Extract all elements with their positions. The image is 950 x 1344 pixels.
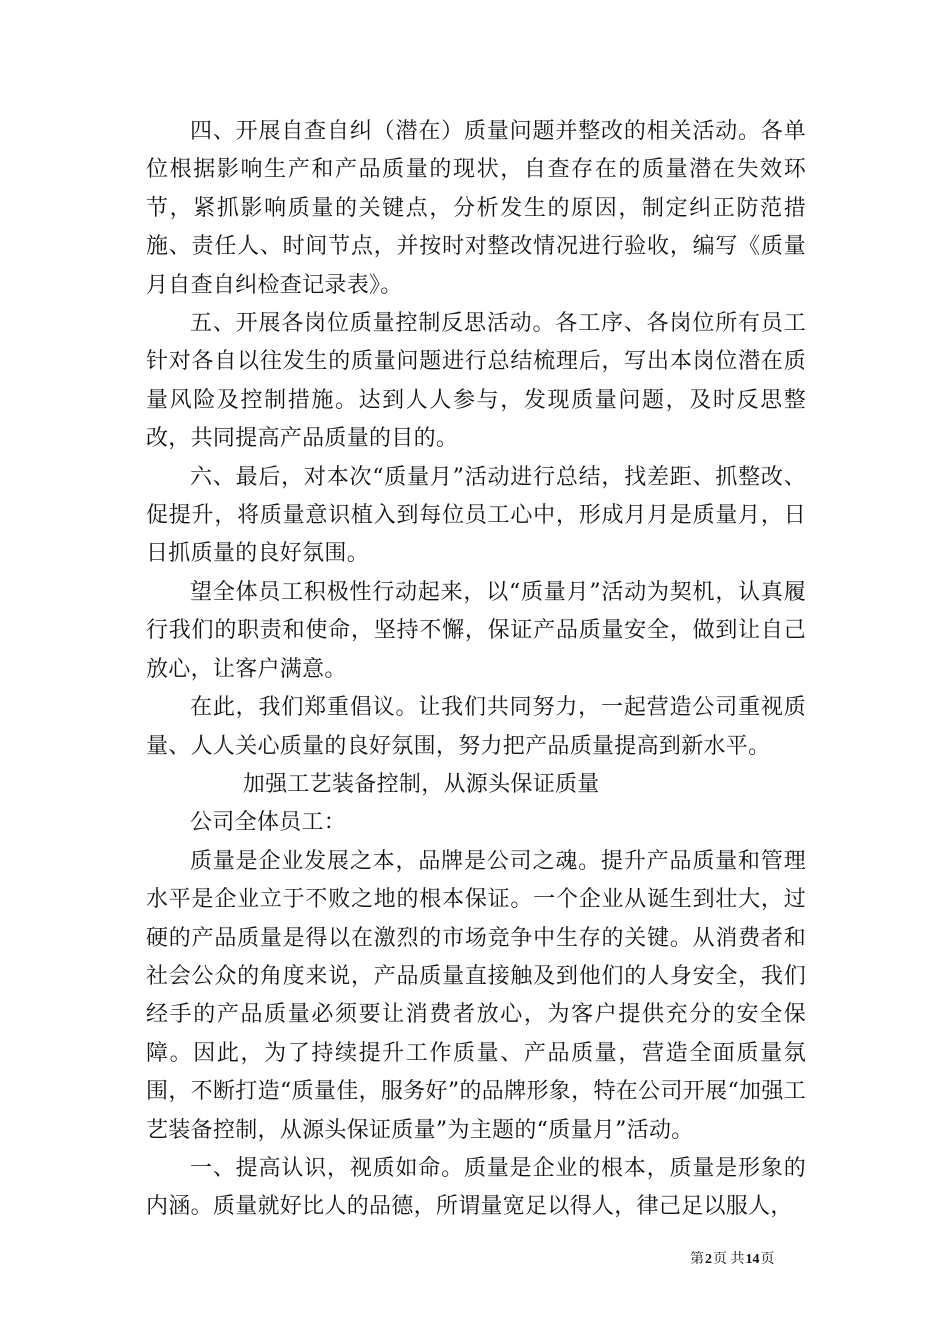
- page-number-footer: [690, 1248, 775, 1268]
- salutation: 公司全体员工：: [190, 810, 347, 836]
- footer-total-pages: 14: [745, 1252, 760, 1267]
- section-heading: 加强工艺装备控制，从源头保证质量: [242, 771, 600, 797]
- paragraph-item-5: 五、开展各岗位质量控制反思活动。各工序、各岗位所有员工针对各自以往发生的质量问题进行总结梳理后，写出本岗位潜在质量风险及控制措施。达到人人参与，发现质量问题，及时反思整改，共同提高产品质量的目的。: [146, 311, 806, 452]
- document-body: [146, 113, 806, 1227]
- footer-suffix: 页: [760, 1252, 775, 1267]
- footer-middle: 页 共: [713, 1252, 745, 1267]
- paragraph-item-6: 六、最后，对本次“质量月”活动进行总结，找差距、抓整改、促提升，将质量意识植入到每位员工心中，形成月月是质量月，日日抓质量的良好氛围。: [146, 464, 806, 567]
- paragraph-call-to-action: 望全体员工积极性行动起来，以“质量月”活动为契机，认真履行我们的职责和使命，坚持不懈，保证产品质量安全，做到让自己放心，让客户满意。: [146, 579, 806, 682]
- footer-current-page: 2: [705, 1252, 712, 1267]
- paragraph-proposal: 在此，我们郑重倡议。让我们共同努力，一起营造公司重视质量、人人关心质量的良好氛围，努力把产品质量提高到新水平。: [146, 695, 806, 759]
- paragraph-item-1: 一、提高认识，视质如命。质量是企业的根本，质量是形象的内涵。质量就好比人的品德，所谓量宽足以得人，律己足以服人，: [146, 1155, 806, 1220]
- footer-prefix: 第: [690, 1252, 704, 1267]
- paragraph-item-4: 四、开展自查自纠（潜在）质量问题并整改的相关活动。各单位根据影响生产和产品质量的现状，自查存在的质量潜在失效环节，紧抓影响质量的关键点，分析发生的原因，制定纠正防范措施、责任人、时间节点，并按时对整改情况进行验收，编写《质量月自查自纠检查记录表》。: [146, 119, 806, 298]
- paragraph-intro: 质量是企业发展之本，品牌是公司之魂。提升产品质量和管理水平是企业立于不败之地的根本保证。一个企业从诞生到壮大，过硬的产品质量是得以在激烈的市场竞争中生存的关键。从消费者和社会公众的角度来说，产品质量直接触及到他们的人身安全，我们经手的产品质量必须要让消费者放心，为客户提供充分的安全保障。因此，为了持续提升工作质量、产品质量，营造全面质量氛围，不断打造“质量佳，服务好”的品牌形象，特在公司开展“加强工艺装备控制，从源头保证质量”为主题的“质量月”活动。: [146, 848, 806, 1143]
